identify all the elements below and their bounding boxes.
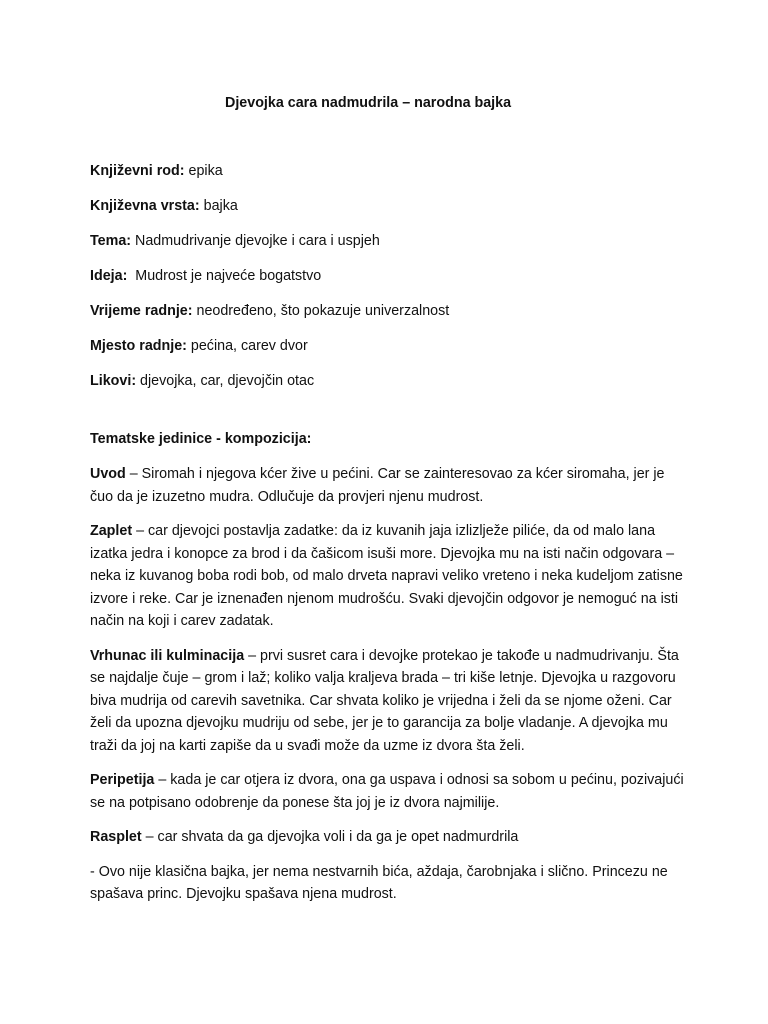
meta-label: Mjesto radnje:: [90, 337, 187, 354]
document-page: [90, 92, 690, 918]
meta-label: Tema:: [90, 232, 132, 249]
paragraph-text: – prvi susret cara i devojke protekao je takođe u nadmudrivanju. Šta se najdalje čuje – grom i laž; koliko valja kraljeva brada – tri kiše letnje. Djevojka u razgovoru biva mudrija od carevih savetnika. Car shvata koliko je vrijedna i želi da se njome oženi. Car želi da upozna djevojku mudriju od sebe, jer je to garancija za bolje vladanje. A djevojka mu traži da joj na karti zapiše da u svađi može da uzme iz dvora šta želi.: [90, 647, 679, 754]
meta-label: Književni rod:: [90, 162, 185, 179]
paragraph-label: Vrhunac ili kulminacija: [90, 647, 245, 664]
paragraph-plot: [90, 520, 690, 633]
paragraph-label: Peripetija: [90, 772, 155, 788]
paragraph-intro: [90, 463, 690, 508]
paragraph-text: – car shvata da ga djevojka voli i da ga je opet nadmurdrila: [141, 829, 519, 845]
meta-value: bajka: [199, 197, 238, 214]
meta-label: Književna vrsta:: [90, 197, 200, 214]
meta-label: Ideja:: [90, 267, 128, 284]
paragraph-resolution: [90, 826, 690, 849]
meta-genre-kind: [90, 160, 690, 183]
paragraph-peripeteia: [90, 769, 690, 814]
meta-idea: [90, 265, 690, 288]
paragraph-label: Rasplet: [90, 829, 142, 845]
paragraph-text: – kada je car otjera iz dvora, ona ga uspava i odnosi sa sobom u pećinu, pozivajući se na potpisano odobrenje da ponese šta joj je iz dvora najmilije.: [90, 772, 684, 811]
paragraph-label: Uvod: [90, 466, 126, 482]
meta-time: [90, 300, 690, 323]
meta-value: epika: [184, 162, 223, 179]
meta-theme: [90, 230, 690, 253]
meta-genre-type: [90, 195, 690, 218]
meta-value: pećina, carev dvor: [186, 337, 308, 354]
meta-characters: [90, 370, 690, 393]
document-title: Djevojka cara nadmudrila – narodna bajka: [225, 95, 512, 111]
paragraph-climax: [90, 645, 690, 758]
meta-value: neodređeno, što pokazuje univerzalnost: [192, 302, 450, 319]
meta-place: [90, 335, 690, 358]
paragraph-text: – Siromah i njegova kćer žive u pećini. Car se zainteresovao za kćer siromaha, jer je čuo da je izuzetno mudra. Odlučuje da provjeri njenu mudrost.: [90, 466, 665, 505]
meta-label: Vrijeme radnje:: [90, 302, 193, 319]
section-heading: Tematske jedinice - kompozicija:: [90, 431, 312, 447]
paragraph-text: - Ovo nije klasična bajka, jer nema nestvarnih bića, aždaja, čarobnjaka i slično. Princezu ne spašava princ. Djevojku spašava njena mudrost.: [90, 863, 668, 902]
metadata-list: [90, 160, 690, 393]
paragraph-text: – car djevojci postavlja zadatke: da iz kuvanih jaja izlizlježe piliće, da od malo lana izatka jedra i konopce za brod i da čašicom isuši more. Djevojka mu na isti način odgovara – neka iz kuvanog boba rodi bob, od malo drveta napravi veliko vreteno i neka kudeljom zatisne izvore i reke. Car je iznenađen njenom mudrošću. Svaki djevojčin odgovor je nemoguć na isti način na koji i carev zadatak.: [90, 523, 683, 629]
paragraph-note: [90, 861, 690, 906]
meta-value: Nadmudrivanje djevojke i cara i uspjeh: [131, 232, 380, 249]
paragraph-label: Zaplet: [90, 523, 133, 539]
meta-value: Mudrost je najveće bogatstvo: [127, 267, 322, 284]
meta-label: Likovi:: [90, 372, 137, 389]
meta-value: djevojka, car, djevojčin otac: [136, 372, 315, 389]
